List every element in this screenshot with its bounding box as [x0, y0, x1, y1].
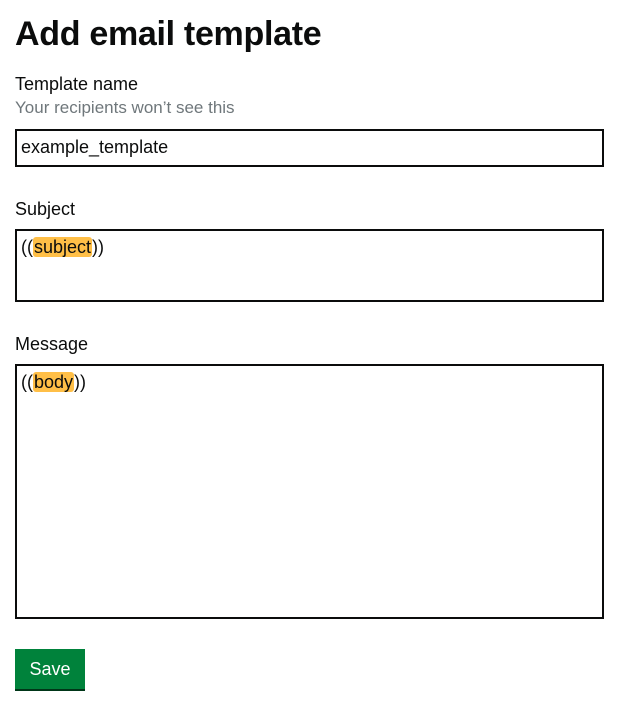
save-button[interactable]: Save [15, 649, 85, 689]
subject-suffix: )) [92, 237, 105, 257]
message-prefix: (( [21, 372, 33, 392]
subject-placeholder-token: subject [34, 237, 92, 257]
template-name-input[interactable] [15, 129, 604, 167]
page-title: Add email template [15, 15, 322, 53]
message-textarea[interactable] [15, 364, 604, 619]
subject-prefix: (( [21, 237, 33, 257]
message-label: Message [15, 334, 89, 354]
template-name-label: Template name [15, 74, 139, 94]
subject-textarea[interactable] [15, 229, 604, 302]
subject-label: Subject [15, 199, 76, 219]
template-name-value: example_template [21, 137, 169, 157]
message-placeholder-token: body [34, 372, 74, 392]
message-suffix: )) [74, 372, 87, 392]
template-name-hint: Your recipients won’t see this [15, 98, 235, 117]
